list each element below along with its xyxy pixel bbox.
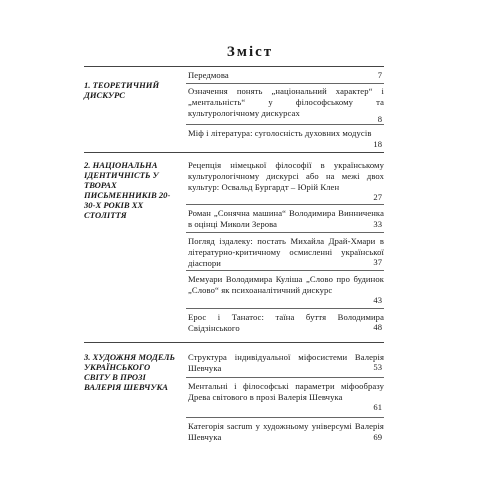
toc-entry-title: Погляд іздалеку: постать Михайла Драй-Хмари в літературно-критичному осмисленні української діаспори xyxy=(188,236,384,268)
section-heading: 3. ХУДОЖНЯ МОДЕЛЬ УКРАЇНСЬКОГО СВІТУ В ПРОЗІ ВАЛЕРІЯ ШЕВЧУКА xyxy=(84,352,175,392)
toc-entry-page: 61 xyxy=(373,402,382,412)
toc-entry-page: 18 xyxy=(373,139,382,149)
toc-entry-title: Роман „Сонячна машина“ Володимира Винниченка в оцінці Миколи Зерова xyxy=(188,208,384,229)
toc-entry-title: Мемуари Володимира Куліша „Слово про будинок „Слово“ як психоаналітичний дискурс xyxy=(188,274,384,295)
toc-entry[interactable] xyxy=(188,128,384,139)
toc-entry[interactable] xyxy=(188,274,384,296)
toc-entry[interactable] xyxy=(188,352,384,374)
toc-entry[interactable] xyxy=(188,208,384,230)
toc-entry[interactable] xyxy=(188,312,384,334)
toc-entry-page: 37 xyxy=(373,257,382,267)
toc-entry[interactable] xyxy=(188,86,384,118)
toc-entry-title: Структура індивідуальної міфосистеми Валерія Шевчука xyxy=(188,352,384,373)
section-heading: 2. НАЦІОНАЛЬНА ІДЕНТИЧНІСТЬ У ТВОРАХ ПИСЬМЕННИКІВ 20-30-Х РОКІВ ХХ СТОЛІТТЯ xyxy=(84,160,171,220)
toc-entry-title: Ментальні і філософські параметри міфообразу Древа світового в прозі Валерія Шевчука xyxy=(188,381,384,402)
toc-entry-title: Передмова xyxy=(188,70,229,80)
entry-divider xyxy=(186,308,384,309)
toc-entry-title: Ерос і Танатос: таїна буття Володимира Свідзінського xyxy=(188,312,384,333)
toc-entry-page: 53 xyxy=(373,362,382,372)
entry-divider xyxy=(186,83,384,84)
toc-entry-title: Означення понять „національний характер“ і „ментальність“ у філософському та культурологічному дискурсах xyxy=(188,86,384,118)
entry-divider xyxy=(186,124,384,125)
toc-entry[interactable] xyxy=(188,236,384,268)
toc-entry-page: 33 xyxy=(373,219,382,229)
entry-divider xyxy=(186,232,384,233)
entry-divider xyxy=(186,270,384,271)
section-heading: 1. ТЕОРЕТИЧНИЙ ДИСКУРС xyxy=(84,80,160,100)
toc-entry-title: Рецепція німецької філософії в українському культурологічному дискурсі або на межі двох культур: Освальд Бургардт – Юрій Клен xyxy=(188,160,384,192)
entry-divider xyxy=(186,377,384,378)
page-title: Зміст xyxy=(226,44,274,60)
toc-entry-title: Міф і література: суголосність духовних модусів xyxy=(188,128,372,138)
toc-entry-page: 43 xyxy=(373,295,382,305)
toc-entry-page: 27 xyxy=(373,192,382,202)
toc-entry-page: 8 xyxy=(377,114,382,124)
entry-divider xyxy=(186,417,384,418)
toc-entry[interactable] xyxy=(188,70,384,81)
toc-entry-title: Категорія sacrum у художньому універсумі Валерія Шевчука xyxy=(188,421,384,442)
entry-divider xyxy=(186,204,384,205)
toc-entry-page: 7 xyxy=(377,70,382,80)
toc-entry[interactable] xyxy=(188,160,384,192)
toc-entry[interactable] xyxy=(188,421,384,443)
toc-entry[interactable] xyxy=(188,381,384,403)
toc-entry-page: 69 xyxy=(373,432,382,442)
toc-entry-page: 48 xyxy=(373,322,382,332)
